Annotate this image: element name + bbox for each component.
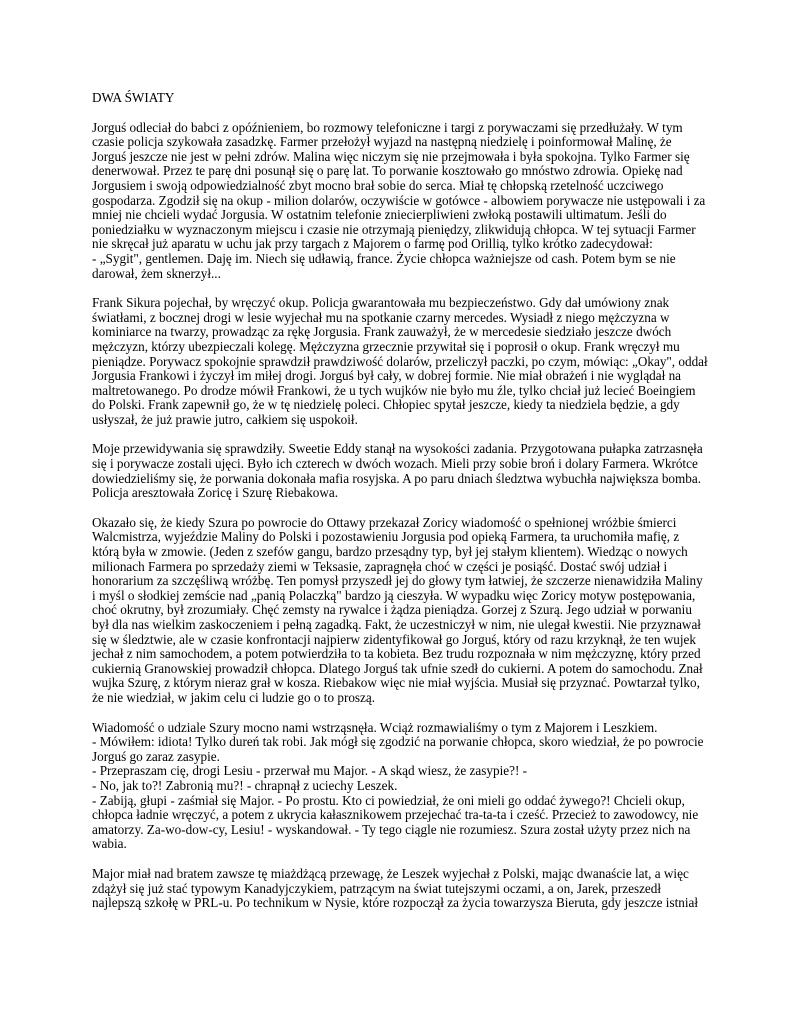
text-line: - No, jak to?! Zabronią mu?! - chrapnął z uciechy Leszek. <box>92 777 398 793</box>
text-line: kominiarce na twarzy, prowadząc za rękę Jorgusia. Frank zauważył, że w mercedesie siedziało jeszcze dwóch <box>92 324 672 340</box>
text-line: Okazało się, że kiedy Szura po powrocie do Ottawy przekazał Zoricy wiadomość o spełnionej wróżbie śmierci <box>92 514 677 530</box>
text-line: był dla nas wielkim zaskoczeniem i pełną zagadką. Fakt, że uczestniczył w nim, nie ulegał kwestii. Nie przyznawał <box>92 617 701 632</box>
text-line: milionach Farmera po sprzedaży ziemi w Teksasie, zapragnęła choć w części je posiąść. Dostać swój udział i <box>92 558 668 574</box>
paragraph <box>92 296 712 427</box>
text-line: Jorguś jeszcze nie jest w pełni zdrów. Malina więc niczym się nie przejmowała i była spokojna. Tylko Farmer się <box>92 148 690 164</box>
text-line: - „Sygit", gentlemen. Daję im. Niech się udławią, france. Życie chłopca ważniejsze od cash. Potem bym se nie <box>92 250 676 266</box>
text-line: Wiadomość o udziale Szury mocno nami wstrząsnęła. Wciąż rozmawialiśmy o tym z Majorem i Leszkiem. <box>92 719 658 735</box>
text-line: denerwował. Przez te parę dni posunął się o parę lat. To porwanie kosztowało go mnóstwo zdrowia. Opiekę nad <box>92 163 683 179</box>
document-page <box>92 91 712 926</box>
text-line: Major miał nad bratem zawsze tę miażdżącą przewagę, że Leszek wyjechał z Polski, mając dwanaście lat, a więc <box>92 865 689 881</box>
text-line: choć okrutny, był zrozumiały. Chęć zemsty na rywalce i żądza pieniądza. Gorzej z Szurą. Jego udział w porwaniu <box>92 602 692 618</box>
paragraph <box>92 442 712 500</box>
text-line: Jorgusiem i swoją odpowiedzialność zbyt mocno brał sobie do serca. Miał tę chłopską rzetelność uczciwego <box>92 177 664 193</box>
text-line: wujka Szurę, z którym nieraz grał w kosza. Riebakow więc nie miał wyjścia. Musiał się przyznać. Powtarzał tylko, <box>92 675 700 691</box>
text-line: Policja aresztowała Zoricę i Szurę Riebakowa. <box>92 485 339 501</box>
text-line: darował, żem sknerzył... <box>92 265 221 281</box>
text-line: - Przepraszam cię, drogi Lesiu - przerwał mu Major. - A skąd wiesz, że zasypie?! - <box>92 763 528 779</box>
text-line: pieniądze. Porywacz spokojnie sprawdził prawdziwość dolarów, przeliczył paczki, po czym, mówiąc: „Okay", oddał <box>92 353 708 369</box>
text-line: jechał z nim samochodem, a potem potwierdziła to ta kobieta. Bez trudu rozpoznała w nim mężczyznę, który przed <box>92 646 701 662</box>
paragraph <box>92 721 712 852</box>
text-line: - Zabiją, głupi - zaśmiał się Major. - Po prostu. Kto ci powiedział, że oni mieli go oddać żywego?! Chcieli okup, <box>92 792 685 808</box>
text-line: zdążył się już stać typowym Kanadyjczykiem, patrzącym na świat tutejszymi oczami, a on, Jarek, przeszedł <box>92 880 662 896</box>
text-line: Jorguś go zaraz zasypie. <box>92 748 220 764</box>
text-line: cukiernią Granowskiej prowadził chłopca. Dlatego Jorguś tak ufnie szedł do cukierni. A potem do samochodu. Znał <box>92 660 703 676</box>
text-line: maltretowanego. Po drodze mówił Frankowi, że u tych wujków nie było mu źle, tylko chciał już lecieć Boeingiem <box>92 382 696 398</box>
text-line: poniedziałku w wyznaczonym miejscu i czasie nie otrzymają pieniędzy, zlikwidują chłopca. W tej sytuacji Farmer <box>92 221 696 237</box>
text-line: do Polski. Frank zapewnił go, że w tę niedzielę poleci. Chłopiec spytał jeszcze, kiedy ta niedziela będzie, a gdy <box>92 397 680 413</box>
text-line: najlepszą szkołę w PRL-u. Po technikum w Nysie, które rozpoczął za życia towarzysza Bieruta, gdy jeszcze istniał <box>92 895 699 911</box>
text-line: chłopca ładnie wręczyć, a potem z ukrycia kałasznikowem przejechać tra-ta-ta i cześć. Przecież to zawodowcy, nie <box>92 807 699 823</box>
text-line: Jorguś odleciał do babci z opóźnieniem, bo rozmowy telefoniczne i targi z porywaczami się przedłużały. W tym <box>92 119 683 135</box>
text-line: usłyszał, że już prawie jutro, całkiem się uspokoił. <box>92 411 358 427</box>
text-line: mniej nie chcieli wydać Jorgusia. W ostatnim telefonie zniecierpliwieni zwłoką postawili ultimatum. Jeśli do <box>92 207 667 223</box>
text-line: amatorzy. Za-wo-dow-cy, Lesiu! - wyskandował. - Ty tego ciągle nie rozumiesz. Szura został użyty przez nich na <box>92 821 691 837</box>
text-line: mężczyzn, którzy ubezpieczali kolegę. Mężczyzna grzecznie przywitał się i poprosił o okup. Frank wręczył mu <box>92 338 680 354</box>
text-line: się w śledztwie, ale w czasie konfrontacji najpierw zidentyfikował go Jorguś, który od razu krzyknął, że ten wujek <box>92 631 696 647</box>
text-line: się i porywacze zostali ujęci. Było ich czterech w dwóch wozach. Mieli przy sobie broń i dolary Farmera. Wkrótce <box>92 456 698 472</box>
text-line: dowiedzieliśmy się, że porwania dokonała mafia rosyjska. A po paru dniach śledztwa wybuchła największa bomba. <box>92 470 702 486</box>
text-line: honorarium za szczęśliwą wróżbę. Ten pomysł przyszedł jej do głowy tym łatwiej, że szczerze nienawidziła Maliny <box>92 573 703 589</box>
text-line: nie skręcał już aparatu w uchu jak przy targach z Majorem o farmę pod Orillią, tylko krótko zadecydował: <box>92 236 653 252</box>
text-line: że nie wiedział, w jakim celu ci ludzie go o to proszą. <box>92 689 376 705</box>
text-line: Moje przewidywania się sprawdziły. Sweetie Eddy stanął na wysokości zadania. Przygotowana pułapka zatrzasnęła <box>92 441 703 457</box>
paragraph <box>92 121 712 282</box>
text-line: którą była w zmowie. (Jeden z szefów gangu, bardzo przesądny typ, był jej stałym klientem). Wiedząc o nowych <box>92 544 688 560</box>
document-title: DWA ŚWIATY <box>92 90 175 105</box>
text-line: czasie policja szykowała zasadzkę. Farmer przełożył wyjazd na następną niedzielę i poinformował Malinę, że <box>92 134 672 150</box>
text-line: i myśl o słodkiej zemście nad „panią Polaczką" bardzo ją cieszyła. W wypadku więc Zoricy motyw postępowania, <box>92 587 696 603</box>
text-line: Frank Sikura pojechał, by wręczyć okup. Policja gwarantowała mu bezpieczeństwo. Gdy dał umówiony znak <box>92 295 670 311</box>
text-line: światłami, z bocznej drogi w lesie wyjechał mu na spotkanie czarny mercedes. Wysiadł z niego mężczyzna w <box>92 309 670 325</box>
paragraph <box>92 516 712 706</box>
document-body <box>92 121 712 911</box>
text-line: gospodarza. Zgodził się na okup - milion dolarów, oczywiście w gotówce - albowiem porywacze nie ustępowali i za <box>92 192 706 208</box>
paragraph <box>92 867 712 911</box>
text-line: wabia. <box>92 836 127 852</box>
text-line: Walcmistrza, wyjeździe Maliny do Polski i pozostawieniu Jorgusia pod opieką Farmera, ta uruchomiła mafię, z <box>92 529 680 545</box>
text-line: Jorgusia Frankowi i życzył im miłej drogi. Jorguś był cały, w dobrej formie. Nie miał obrażeń i nie wyglądał na <box>92 368 682 384</box>
text-line: - Mówiłem: idiota! Tylko dureń tak robi. Jak mógł się zgodzić na porwanie chłopca, skoro wiedział, że po powrocie <box>92 734 704 750</box>
